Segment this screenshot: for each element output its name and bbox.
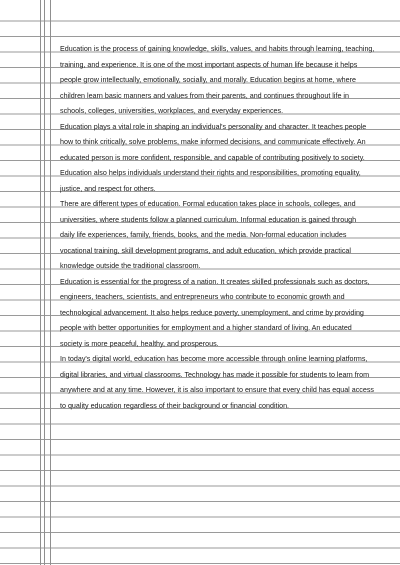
margin-line — [44, 0, 45, 565]
text-line: Education is the process of gaining knowledge, skills, values, and habits through learning, teaching, — [60, 45, 375, 53]
text-line: how to think critically, solve problems, make informed decisions, and communicate effectively. An — [60, 138, 366, 146]
text-line: schools, colleges, universities, workplaces, and everyday experiences. — [60, 107, 284, 115]
text-line: people with better opportunities for employment and a higher standard of living. An educated — [60, 324, 352, 332]
text-line: technological advancement. It also helps reduce poverty, unemployment, and crime by providing — [60, 308, 364, 317]
margin-line — [40, 0, 41, 565]
text-line: training, and experience. It is one of the most important aspects of human life because it helps — [60, 60, 358, 69]
text-line: Education plays a vital role in shaping an individual's personality and character. It teaches people — [60, 122, 367, 131]
text-line: digital libraries, and virtual classrooms. Technology has made it possible for students to learn from — [60, 370, 370, 379]
essay-text — [60, 42, 392, 414]
text-line: to quality education regardless of their background or financial condition. — [60, 401, 290, 410]
text-line: anywhere and at any time. However, it is also important to ensure that every child has equal access — [60, 386, 374, 394]
text-line: In today's digital world, education has become more accessible through online learning platforms, — [60, 355, 368, 363]
margin-line — [50, 0, 51, 565]
text-line: educated person is more confident, responsible, and capable of contributing positively to society. — [60, 153, 365, 162]
text-line: justice, and respect for others. — [60, 184, 156, 193]
text-line: daily life experiences, family, friends, books, and the media. Non-formal education includes — [60, 231, 347, 239]
text-line: There are different types of education. Formal education takes place in schools, colleges, and — [60, 200, 356, 208]
text-line: vocational training, skill development programs, and adult education, which provide practical — [60, 246, 351, 255]
text-line: society is more peaceful, healthy, and prosperous. — [60, 339, 219, 348]
text-line: Education also helps individuals understand their rights and responsibilities, promoting equality, — [60, 169, 361, 177]
text-line: children learn basic manners and values from their parents, and continues throughout life in — [60, 91, 349, 100]
text-line: Education is essential for the progress of a nation. It creates skilled professionals such as doctors, — [60, 277, 370, 286]
text-line: people grow intellectually, emotionally, socially, and morally. Education begins at home, where — [60, 76, 356, 84]
text-line: knowledge outside the traditional classroom. — [60, 262, 201, 270]
text-line: engineers, teachers, scientists, and entrepreneurs who contribute to economic growth and — [60, 293, 345, 301]
text-line: universities, where students follow a planned curriculum. Informal education is gained through — [60, 215, 357, 224]
